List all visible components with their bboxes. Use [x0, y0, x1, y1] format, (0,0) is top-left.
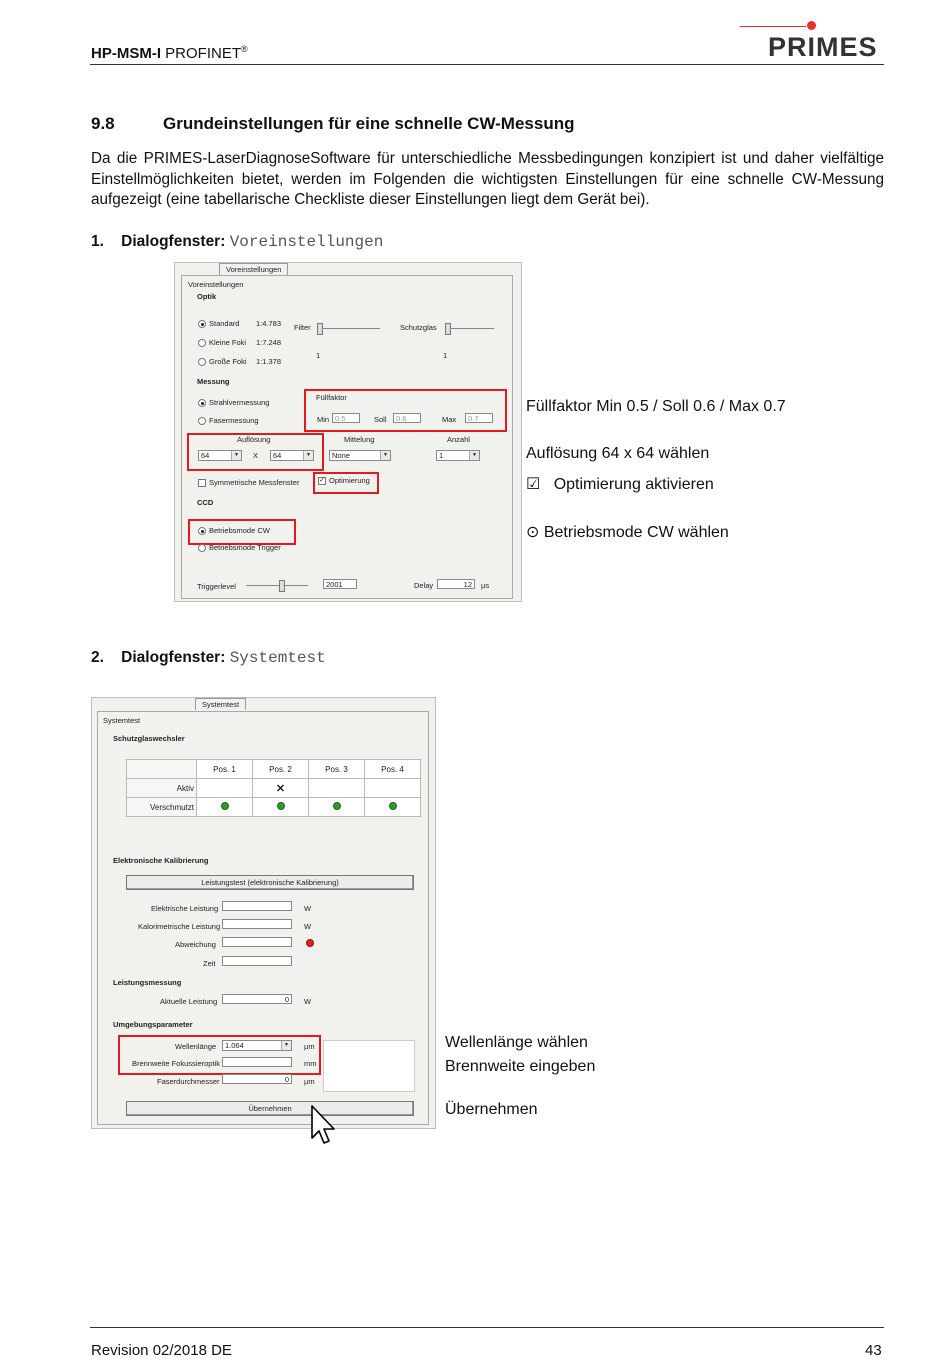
annotation-optimierung: ☑ Optimierung aktivieren	[526, 476, 714, 493]
aufloesung-y-select[interactable]: 64 ▼	[270, 450, 314, 461]
anzahl-label: Anzahl	[447, 435, 470, 444]
ratio-kleine: 1:7.248	[256, 338, 282, 347]
radio-faser-label: Fasermessung	[209, 416, 259, 425]
schutzglas-table	[126, 759, 421, 817]
radio-selected-icon: ⊙	[526, 524, 540, 541]
elektrische-leistung-field[interactable]	[222, 901, 292, 911]
unit-w: W	[304, 922, 312, 931]
radio-trigger-label: Betriebsmode Trigger	[209, 543, 281, 552]
wellenlaenge-select[interactable]: 1.064 ▼	[222, 1040, 292, 1051]
symmetrische-label: Symmetrische Messfenster	[209, 478, 300, 487]
brennweite-label: Brennweite Fokussieroptik	[132, 1059, 220, 1068]
triggerlevel-slider[interactable]	[246, 585, 308, 586]
triggerlevel-slider-thumb[interactable]	[279, 580, 285, 592]
annotation-betriebsmode: ⊙ Betriebsmode CW wählen	[526, 524, 729, 541]
annotation-brennweite: Brennweite eingeben	[445, 1058, 596, 1075]
radio-grosse-foki[interactable]	[198, 358, 206, 366]
ratio-grosse: 1:1.378	[256, 357, 282, 366]
anzahl-select[interactable]: 1 ▼	[436, 450, 480, 461]
chevron-down-icon: ▼	[281, 1041, 291, 1050]
footer-divider	[90, 1327, 884, 1328]
delay-label: Delay	[414, 581, 434, 590]
umgebungsparameter-heading: Umgebungsparameter	[113, 1020, 193, 1029]
uebernehmen-button[interactable]: Übernehmen	[126, 1101, 414, 1116]
green-status-led-icon	[333, 802, 341, 810]
cell-aktiv-4	[365, 779, 421, 798]
messung-heading: Messung	[197, 377, 230, 386]
cell-aktiv-3	[309, 779, 365, 798]
zeit-label: Zeit	[203, 959, 216, 968]
green-status-led-icon	[221, 802, 229, 810]
logo-accent-dot	[807, 21, 816, 30]
schutzglas-value: 1	[443, 351, 448, 360]
primes-logo: PRIMES	[768, 32, 878, 62]
green-status-led-icon	[389, 802, 397, 810]
aufloesung-x-select[interactable]: 64 ▼	[198, 450, 242, 461]
unit-mm: mm	[304, 1059, 317, 1068]
parameter-list-box	[323, 1040, 415, 1092]
cell-aktiv-2	[253, 779, 309, 798]
zeit-field[interactable]	[222, 956, 292, 966]
radio-kleine-foki[interactable]	[198, 339, 206, 347]
highlight-aufloesung	[187, 433, 324, 471]
row-label-verschmutzt: Verschmutzt	[127, 798, 197, 817]
systemtest-dialog	[91, 697, 436, 1129]
radio-standard[interactable]	[198, 320, 206, 328]
radio-cw-label: Betriebsmode CW	[209, 526, 270, 535]
unit-w: W	[304, 904, 312, 913]
resolution-x-sign: X	[253, 451, 259, 460]
ccd-heading: CCD	[197, 498, 214, 507]
fuellfaktor-soll-input[interactable]: 0.6	[393, 413, 421, 423]
aktuelle-leistung-field[interactable]: 0	[222, 994, 292, 1004]
chevron-down-icon: ▼	[469, 451, 479, 460]
cell-versch-3	[309, 798, 365, 817]
schutzglaswechsler-heading: Schutzglaswechsler	[113, 734, 185, 743]
red-status-led-icon	[306, 939, 314, 947]
unit-um: µm	[304, 1042, 315, 1051]
radio-standard-label: Standard	[209, 319, 240, 328]
col-pos3: Pos. 3	[309, 760, 365, 779]
tab-voreinstellungen[interactable]: Voreinstellungen	[219, 263, 288, 275]
intro-paragraph: Da die PRIMES-LaserDiagnoseSoftware für unterschiedliche Messbedingungen konzipiert ist und daher vielfältige Einstellmöglichkeiten bietet, werden im Folgenden die wichtigsten Einstellungen für eine schnelle CW-Messung aufgezeigt (eine tabellarische Checkliste dieser Einstellungen liegt dem Gerät bei).	[91, 150, 884, 208]
faserdurchmesser-label: Faserdurchmesser	[157, 1077, 220, 1086]
voreinstellungen-dialog	[174, 262, 522, 602]
highlight-fuellfaktor	[304, 389, 507, 432]
green-status-led-icon	[277, 802, 285, 810]
soll-label: Soll	[374, 415, 387, 424]
table-corner	[127, 760, 197, 779]
table-row	[127, 779, 421, 798]
highlight-umgebungsparameter	[118, 1035, 321, 1075]
leistungstest-button[interactable]: Leistungstest (elektronische Kalibrierung)	[126, 875, 414, 890]
col-pos4: Pos. 4	[365, 760, 421, 779]
aufloesung-label: Auflösung	[237, 435, 271, 444]
filter-value: 1	[316, 351, 321, 360]
chevron-down-icon: ▼	[231, 451, 241, 460]
systemtest-panel	[97, 711, 429, 1125]
cell-versch-2	[253, 798, 309, 817]
ratio-standard: 1:4.783	[256, 319, 282, 328]
radio-betriebsmode-trigger[interactable]	[198, 544, 206, 552]
document-header-title: HP-MSM-I PROFINET®	[91, 44, 248, 62]
min-label: Min	[317, 415, 330, 424]
cell-versch-4	[365, 798, 421, 817]
mouse-pointer-icon	[310, 1104, 340, 1150]
annotation-wellenlaenge: Wellenlänge wählen	[445, 1034, 588, 1051]
symmetrische-messfenster-checkbox[interactable]	[198, 479, 206, 487]
schutzglas-slider[interactable]	[446, 328, 494, 329]
fuellfaktor-max-input[interactable]: 0.7	[465, 413, 493, 423]
frame-label: Voreinstellungen	[188, 280, 244, 289]
mittelung-select[interactable]: None ▼	[329, 450, 391, 461]
annotation-uebernehmen: Übernehmen	[445, 1101, 538, 1118]
annotation-fuellfaktor: Füllfaktor Min 0.5 / Soll 0.6 / Max 0.7	[526, 398, 786, 415]
page-number: 43	[865, 1342, 882, 1359]
table-row	[127, 798, 421, 817]
tab-systemtest[interactable]: Systemtest	[195, 698, 246, 710]
row-label-aktiv: Aktiv	[127, 779, 197, 798]
filter-label: Filter	[294, 323, 311, 332]
highlight-optimierung	[313, 472, 379, 494]
delay-unit: µs	[481, 581, 490, 590]
step-2-heading: 2. Dialogfenster: Systemtest	[91, 649, 326, 667]
filter-slider-thumb[interactable]	[317, 323, 323, 335]
delay-input[interactable]: 12	[437, 579, 475, 589]
cell-versch-1	[197, 798, 253, 817]
radio-fasermessung[interactable]	[198, 417, 206, 425]
radio-kleine-label: Kleine Foki	[209, 338, 247, 347]
highlight-betriebsmode-cw	[188, 519, 296, 545]
fuellfaktor-label: Füllfaktor	[316, 393, 347, 402]
triggerlevel-input[interactable]: 2001	[323, 579, 357, 589]
step-1-heading: 1. Dialogfenster: Voreinstellungen	[91, 233, 384, 251]
elektronische-kalibrierung-heading: Elektronische Kalibrierung	[113, 856, 209, 865]
abweichung-field[interactable]	[222, 937, 292, 947]
optik-heading: Optik	[197, 292, 217, 301]
footer-revision: Revision 02/2018 DE	[91, 1342, 232, 1359]
max-label: Max	[442, 415, 457, 424]
mittelung-label: Mittelung	[344, 435, 375, 444]
section-title: Grundeinstellungen für eine schnelle CW-Messung	[163, 114, 575, 133]
triggerlevel-label: Triggerlevel	[197, 582, 236, 591]
header-divider	[90, 64, 884, 65]
filter-slider[interactable]	[318, 328, 380, 329]
chevron-down-icon: ▼	[380, 451, 390, 460]
fuellfaktor-min-input[interactable]: 0.5	[332, 413, 360, 423]
radio-grosse-label: Große Foki	[209, 357, 247, 366]
cell-aktiv-1	[197, 779, 253, 798]
radio-strahl-label: Strahlvermessung	[209, 398, 270, 407]
schutzglas-label: Schutzglas	[400, 323, 437, 332]
unit-w: W	[304, 997, 312, 1006]
aktuelle-leistung-label: Aktuelle Leistung	[160, 997, 218, 1006]
chevron-down-icon: ▼	[303, 451, 313, 460]
elektrische-leistung-label: Elektrische Leistung	[151, 904, 219, 913]
logo-accent-line	[740, 26, 806, 27]
schutzglas-slider-thumb[interactable]	[445, 323, 451, 335]
col-pos2: Pos. 2	[253, 760, 309, 779]
unit-um: µm	[304, 1077, 315, 1086]
wellenlaenge-label: Wellenlänge	[175, 1042, 217, 1051]
col-pos1: Pos. 1	[197, 760, 253, 779]
checkbox-checked-icon: ☑	[526, 476, 541, 493]
kalorimetrische-leistung-label: Kalorimetrische Leistung	[138, 922, 221, 931]
voreinstellungen-panel	[181, 275, 513, 599]
radio-strahlvermessung[interactable]	[198, 399, 206, 407]
abweichung-label: Abweichung	[175, 940, 216, 949]
section-number: 9.8	[91, 114, 115, 133]
faserdurchmesser-field[interactable]: 0	[222, 1074, 292, 1084]
optimierung-label: Optimierung	[329, 476, 370, 485]
kalorimetrische-leistung-field[interactable]	[222, 919, 292, 929]
optimierung-checkbox[interactable]: ✓	[319, 477, 325, 484]
frame-label: Systemtest	[103, 716, 141, 725]
leistungsmessung-heading: Leistungsmessung	[113, 978, 182, 987]
cross-icon: ✕	[275, 782, 286, 795]
annotation-aufloesung: Auflösung 64 x 64 wählen	[526, 445, 710, 462]
